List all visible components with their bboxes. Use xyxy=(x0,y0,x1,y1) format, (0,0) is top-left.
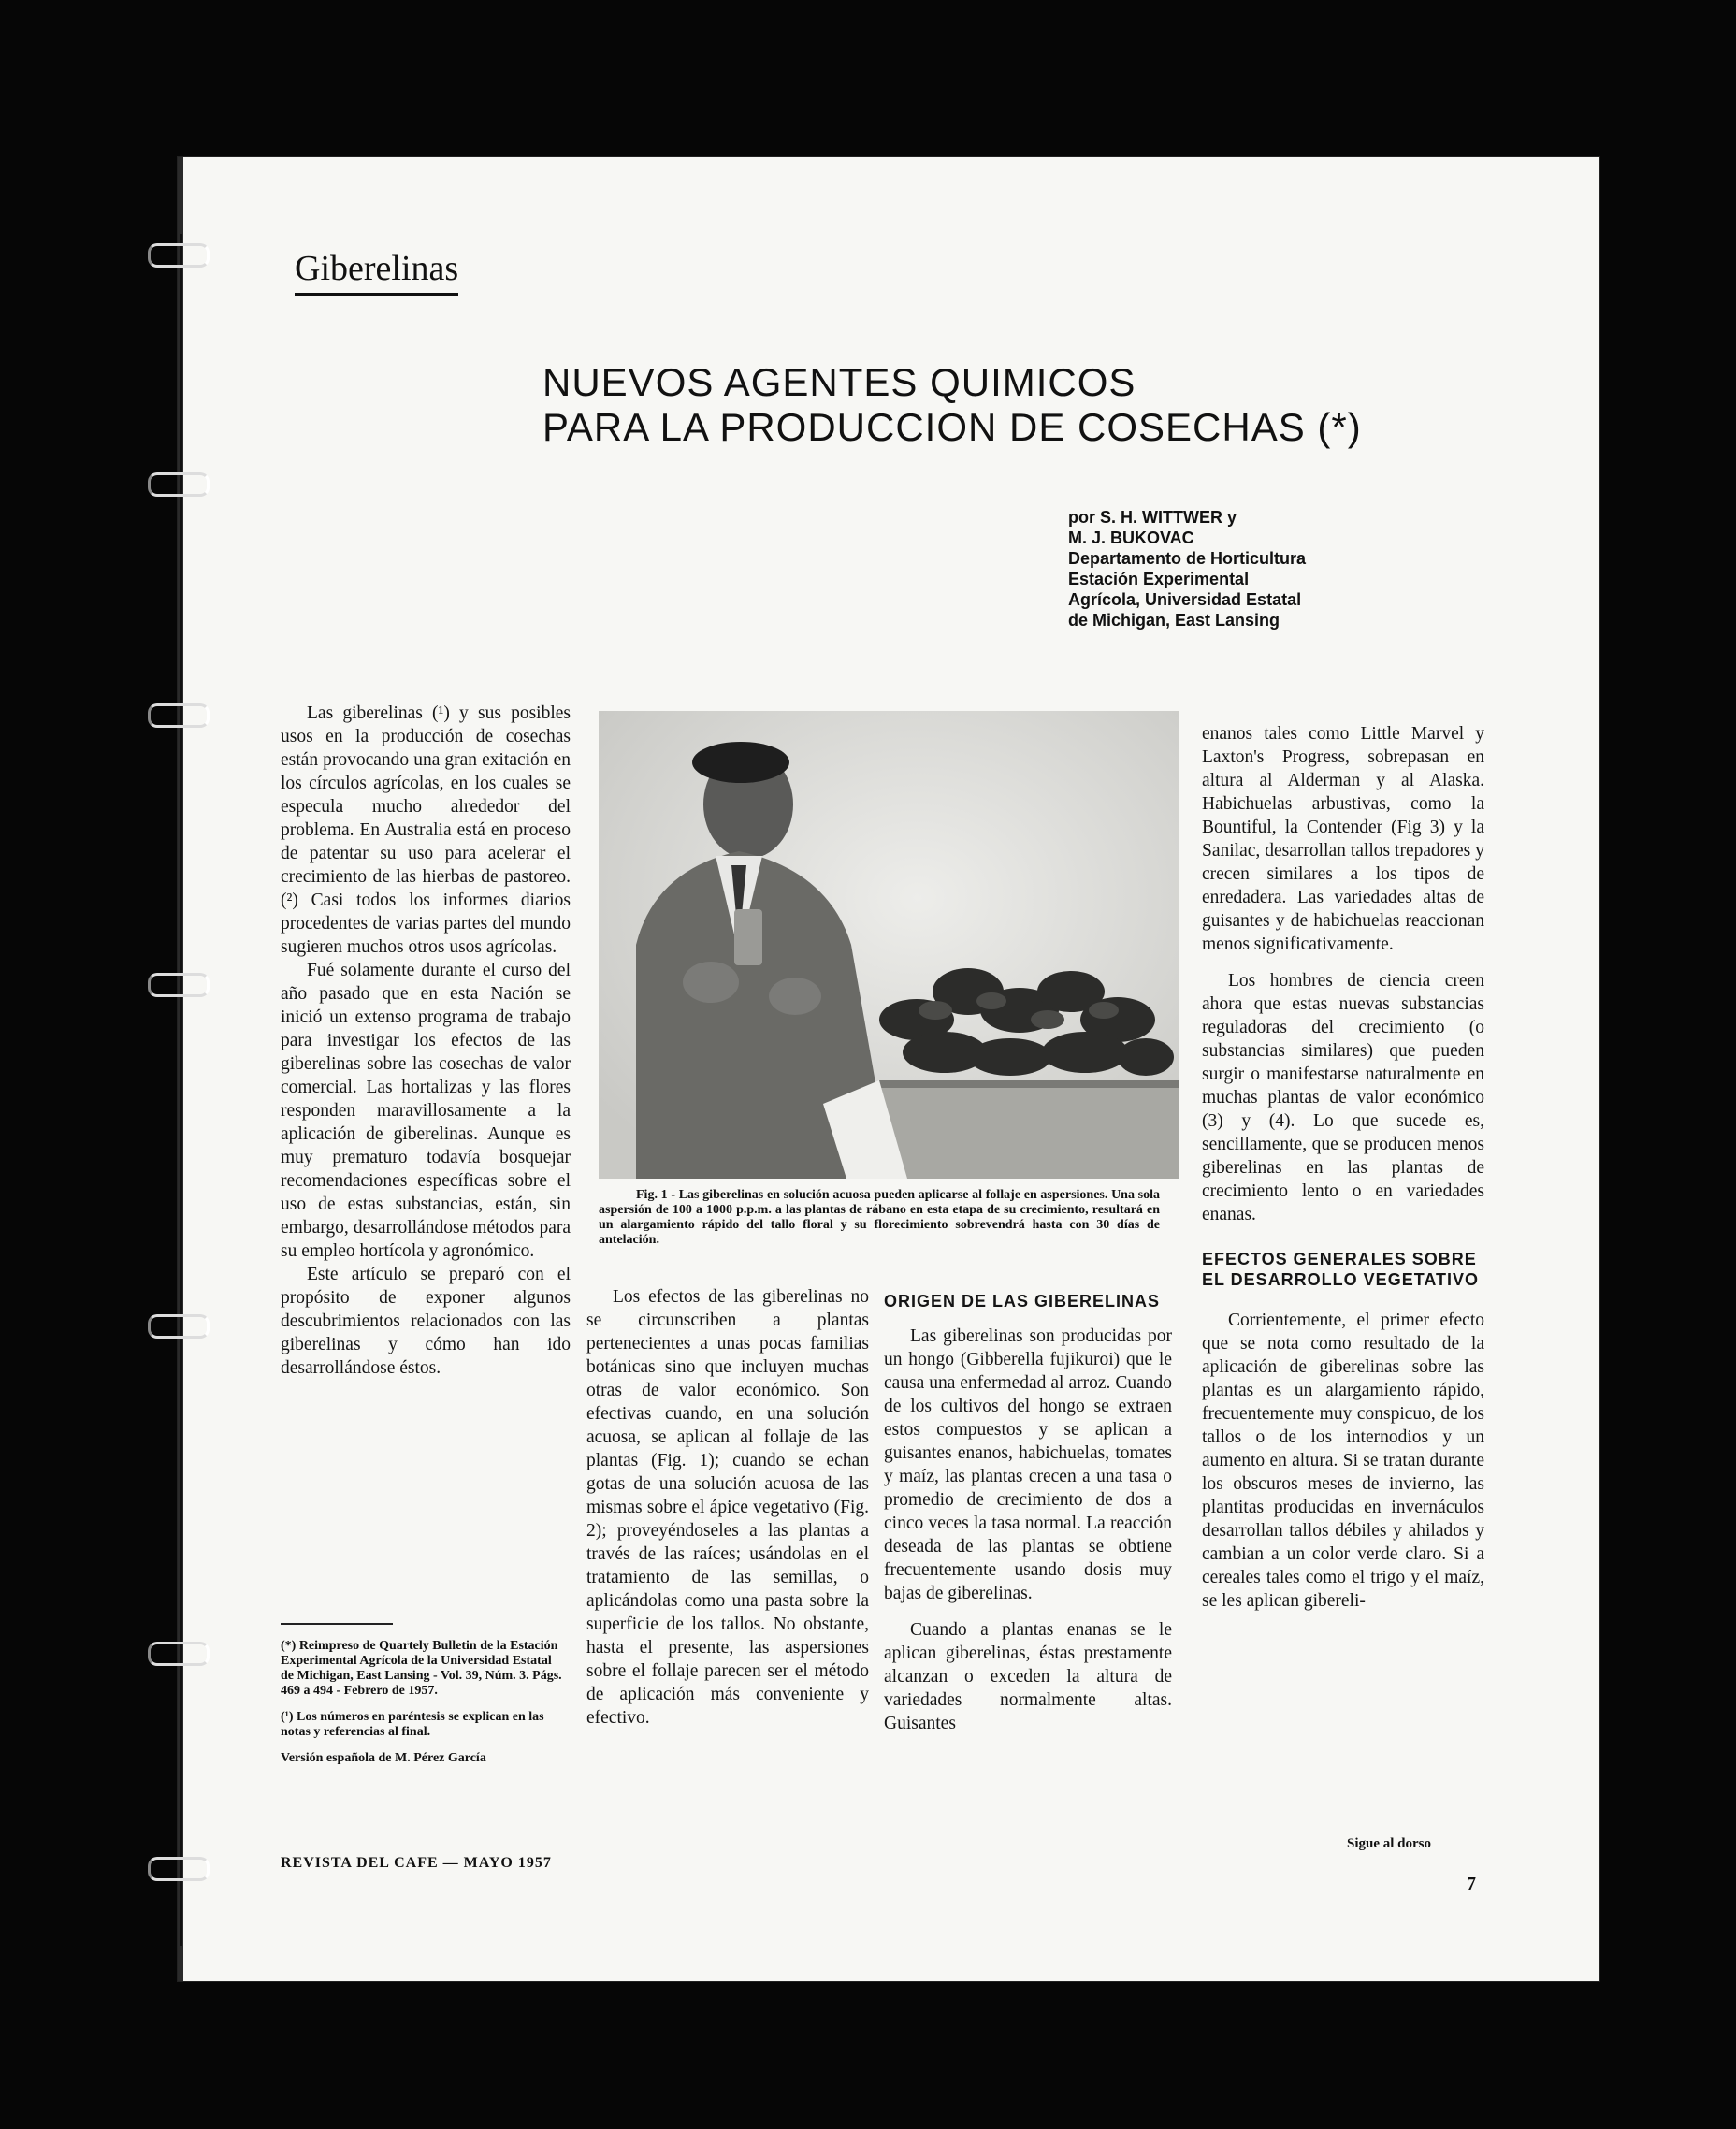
byline-line: M. J. BUKOVAC xyxy=(1068,529,1194,547)
paragraph: Los hombres de ciencia creen ahora que estas nuevas substancias reguladoras del crecimiento (o substancias similares) que pueden surgir o manifestarse naturalmente en muchas plantas de valor económico (3) y (4). Lo que sucede es, sencillamente, que se producen menos giberelinas en las plantas de crecimiento lento o en variedades enanas. xyxy=(1202,971,1484,1224)
section-heading: EFECTOS GENERALES SOBRE EL DESARROLLO VEGETATIVO xyxy=(1202,1250,1480,1289)
figure-1-caption xyxy=(599,1188,1160,1248)
binder-ring-icon xyxy=(148,703,210,728)
footnote: (¹) Los números en paréntesis se explican en las notas y referencias al final. xyxy=(281,1710,544,1739)
binder-ring-icon xyxy=(148,1314,210,1339)
byline-line: de Michigan, East Lansing xyxy=(1068,611,1280,630)
article-column-2 xyxy=(586,1285,869,1730)
author-byline xyxy=(1068,507,1386,630)
binder-ring-icon xyxy=(148,243,210,268)
footnote: Versión española de M. Pérez García xyxy=(281,1751,486,1765)
article-column-1 xyxy=(281,702,571,1380)
headline-line-2: PARA LA PRODUCCION DE COSECHAS (*) xyxy=(542,405,1362,449)
paragraph: Las giberelinas (¹) y sus posibles usos en la producción de cosechas están provocando una gran exitación en los círculos agrícolas, en los cuales se especula mucho alrededor del problema. En Australia está en proceso de patentar su uso para acelerar el crecimiento de las hierbas de pastoreo.(²) Casi todos los informes diarios procedentes de varias partes del mundo sugieren muchos otros usos agrícolas. xyxy=(281,703,571,957)
section-heading: ORIGEN DE LAS GIBERELINAS xyxy=(884,1292,1161,1311)
headline-line-1: NUEVOS AGENTES QUIMICOS xyxy=(542,360,1136,404)
footnote: (*) Reimpreso de Quartely Bulletin de la Estación Experimental Agrícola de la Universidad Estatal de Michigan, East Lansing - Vol. 39, Núm. 3. Págs. 469 a 494 - Febrero de 1957. xyxy=(281,1639,562,1698)
paragraph: Las giberelinas son producidas por un hongo (Gibberella fujikuroi) que le causa una enfermedad al arroz. Cuando de los cultivos del hongo se extraen estos compuestos y se aplican a guisantes enanos, habichuelas, tomates y maíz, las plantas crecen a una tasa o promedio de crecimiento de dos a cinco veces la tasa normal. La reacción deseada de las plantas se obtiene frecuentemente usando dosis muy bajas de giberelinas. xyxy=(884,1326,1172,1603)
footnotes xyxy=(281,1639,566,1777)
article-column-4 xyxy=(1202,722,1484,1613)
caption-text: Fig. 1 - Las giberelinas en solución acuosa pueden aplicarse al follaje en aspersiones. Una sola aspersión de 100 a 1000 p.p.m. a las plantas de rábano en esta etapa de su crecimiento, resultará en un alargamiento rápido del tallo floral y su florecimiento sobrevendrá hasta con 30 días de antelación. xyxy=(599,1188,1160,1247)
article-headline xyxy=(542,360,1384,450)
page-number: 7 xyxy=(1467,1874,1476,1894)
paragraph: Cuando a plantas enanas se le aplican giberelinas, éstas prestamente alcanzan o exceden la altura de variedades normalmente altas. Guisantes xyxy=(884,1620,1172,1733)
figure-1-photo xyxy=(599,711,1179,1179)
article-column-3 xyxy=(884,1291,1172,1735)
binder-ring-icon xyxy=(148,1642,210,1666)
byline-line: Estación Experimental xyxy=(1068,570,1250,588)
byline-line: Departamento de Horticultura xyxy=(1068,549,1307,568)
section-rubric: Giberelinas xyxy=(295,248,458,296)
magazine-footer: REVISTA DEL CAFE — MAYO 1957 xyxy=(281,1855,552,1871)
paragraph: Corrientemente, el primer efecto que se nota como resultado de la aplicación de giberelinas sobre las plantas es un alargamiento rápido, frecuentemente muy conspicuo, de los tallos o de los internodios y un aumento en altura. Si se tratan durante los obscuros meses de invierno, las plantitas producidas en invernáculos desarrollan tallos débiles y ahilados y cambian a un color verde claro. Si a cereales tales como el trigo y el maíz, se les aplican gibereli- xyxy=(1202,1311,1484,1611)
paragraph: Fué solamente durante el curso del año pasado que en esta Nación se inició un extenso programa de trabajo para investigar los efectos de las giberelinas sobre las cosechas de valor comercial. Las hortalizas y las flores responden maravillosamente a la aplicación de giberelinas. Aunque es muy prematuro todavía bosquejar recomendaciones específicas sobre el uso de estas substancias, están, sin embargo, desarrollándose métodos para su empleo hortícola y agronómico. xyxy=(281,961,571,1261)
binder-ring-icon xyxy=(148,1857,210,1881)
footnote-divider xyxy=(281,1623,393,1625)
byline-line: por S. H. WITTWER y xyxy=(1068,508,1237,527)
byline-line: Agrícola, Universidad Estatal xyxy=(1068,590,1302,609)
binder-ring-icon xyxy=(148,472,210,497)
binder-ring-icon xyxy=(148,973,210,997)
continued-note: Sigue al dorso xyxy=(1347,1836,1432,1851)
paragraph: Los efectos de las giberelinas no se circunscriben a plantas pertenecientes a unas pocas familias botánicas sino que incluyen muchas otras de valor económico. Son efectivas cuando, en una solución acuosa, se aplican al follaje de las plantas (Fig. 1); cuando se echan gotas de una solución acuosa de las mismas sobre el ápice vegetativo (Fig. 2); proveyéndoseles a las plantas a través de las raíces; usándolas en el tratamiento de las semillas, o aplicándolas como una pasta sobre la superficie de los tallos. No obstante, hasta el presente, las aspersiones sobre el follaje parecen ser el método de aplicación más conveniente y efectivo. xyxy=(586,1287,869,1728)
paragraph: Este artículo se preparó con el propósito de exponer algunos descubrimientos relacionados con las giberelinas y cómo han ido desarrollándose éstos. xyxy=(281,1265,571,1378)
paragraph: enanos tales como Little Marvel y Laxton's Progress, sobrepasan en altura al Alderman y al Alaska. Habichuelas arbustivas, como la Bountiful, la Contender (Fig 3) y la Sanilac, desarrollan tallos trepadores y crecen similares a los tipos de enredadera. Las variedades altas de guisantes y de habichuelas reaccionan menos significativamente. xyxy=(1202,724,1484,954)
